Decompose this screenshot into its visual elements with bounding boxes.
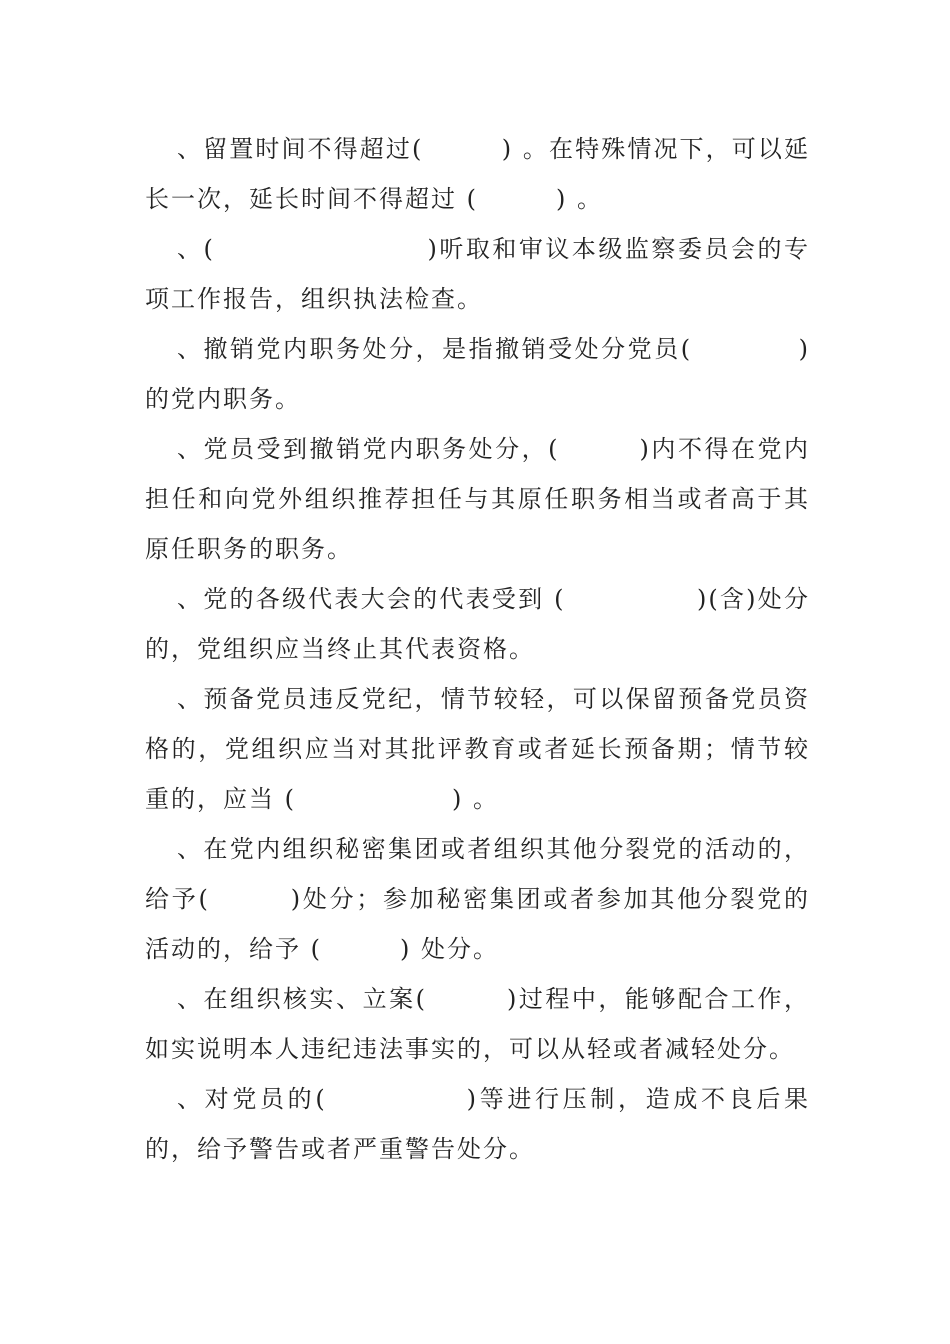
question-paragraph: 、留置时间不得超过( ) 。在特殊情况下，可以延长一次，延长时间不得超过 ( ) 。 bbox=[145, 135, 810, 213]
document-body bbox=[145, 124, 810, 1174]
question-paragraph: 、对党员的( )等进行压制，造成不良后果的，给予警告或者严重警告处分。 bbox=[145, 1085, 810, 1163]
question-paragraph: 、党员受到撤销党内职务处分，( )内不得在党内担任和向党外组织推荐担任与其原任职务相当或者高于其原任职务的职务。 bbox=[145, 435, 810, 563]
question-paragraph: 、预备党员违反党纪，情节较轻，可以保留预备党员资格的，党组织应当对其批评教育或者延长预备期；情节较重的，应当 ( ) 。 bbox=[145, 685, 810, 813]
question-paragraph: 、在党内组织秘密集团或者组织其他分裂党的活动的，给予( )处分；参加秘密集团或者参加其他分裂党的活动的，给予 ( ) 处分。 bbox=[145, 835, 810, 963]
question-paragraph: 、党的各级代表大会的代表受到 ( )(含)处分的，党组织应当终止其代表资格。 bbox=[145, 585, 810, 663]
question-paragraph: 、( )听取和审议本级监察委员会的专项工作报告，组织执法检查。 bbox=[145, 235, 810, 313]
question-paragraph: 、撤销党内职务处分，是指撤销受处分党员( )的党内职务。 bbox=[145, 335, 810, 413]
question-paragraph: 、在组织核实、立案( )过程中，能够配合工作，如实说明本人违纪违法事实的，可以从轻或者减轻处分。 bbox=[145, 985, 810, 1063]
